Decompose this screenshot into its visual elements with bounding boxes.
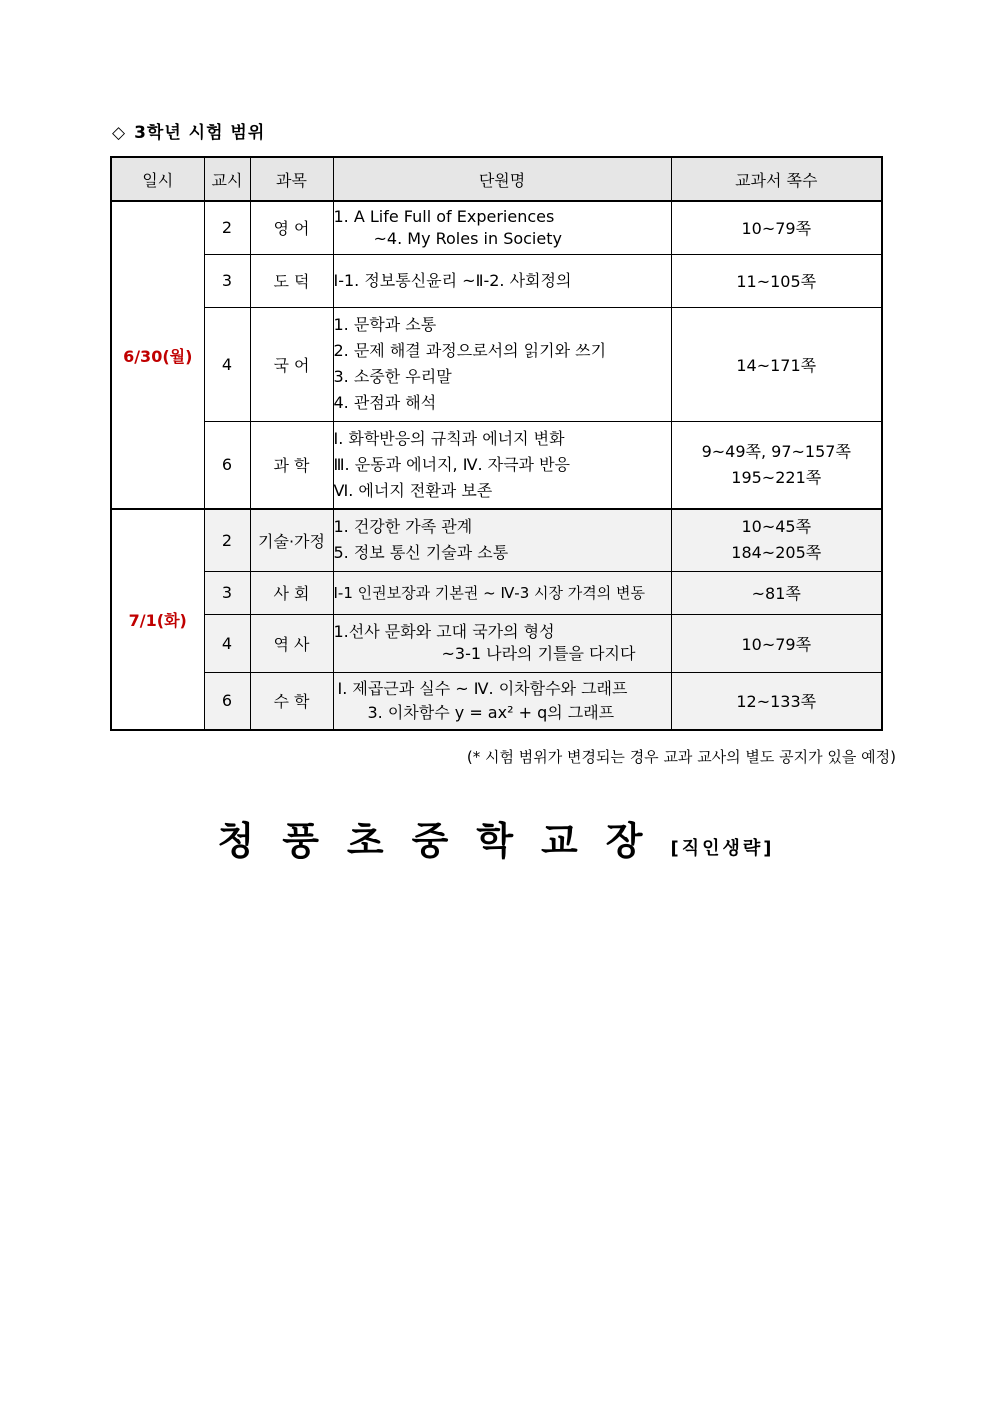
table-row (111, 672, 882, 730)
unit-line: ~4. My Roles in Society (373, 228, 562, 248)
subject-cell: 역 사 (250, 614, 333, 672)
period-cell: 3 (204, 571, 250, 614)
table-row (111, 201, 882, 254)
header-date: 일시 (111, 157, 204, 201)
diamond-outline-icon: ◇ (112, 123, 127, 143)
header-pages: 교과서 쪽수 (671, 157, 882, 201)
unit-line: 2. 문제 해결 과정으로서의 읽기와 쓰기 (333, 341, 607, 360)
unit-line: Ⅰ. 화학반응의 규칙과 에너지 변화 (333, 428, 565, 448)
unit-line: Ⅰ. 제곱근과 실수 ~ Ⅳ. 이차함수와 그래프 (337, 678, 628, 698)
unit-line: Ⅲ. 운동과 에너지, Ⅳ. 자극과 반응 (333, 454, 571, 474)
table-row (111, 571, 882, 614)
pages-cell: 11~105쪽 (671, 254, 882, 307)
date-cell: 6/30(월) (111, 201, 204, 509)
period-cell: 6 (204, 672, 250, 730)
unit-line: 3. 이차함수 y = ax² + q의 그래프 (367, 702, 615, 722)
period-cell: 3 (204, 254, 250, 307)
pages-cell (671, 509, 882, 571)
subject-cell: 사 회 (250, 571, 333, 614)
pages-cell (671, 421, 882, 509)
pages-line: 10~45쪽 (741, 517, 812, 537)
principal-signature (0, 810, 992, 865)
period-cell: 4 (204, 307, 250, 421)
units-cell (333, 614, 671, 672)
unit-line: 1. A Life Full of Experiences (333, 206, 555, 226)
exam-range-table (110, 156, 883, 731)
pages-line: 184~205쪽 (731, 543, 822, 563)
period-cell: 2 (204, 201, 250, 254)
pages-cell: ~81쪽 (671, 571, 882, 614)
table-row (111, 614, 882, 672)
unit-line: Ⅵ. 에너지 전환과 보존 (333, 480, 493, 500)
section-heading (112, 118, 265, 143)
subject-cell: 수 학 (250, 672, 333, 730)
unit-line: 3. 소중한 우리말 (333, 367, 452, 386)
unit-line: ~3-1 나라의 기틀을 다지다 (441, 644, 636, 663)
principal-name: 청풍초중학교장 (217, 819, 671, 863)
units-cell (333, 672, 671, 730)
subject-cell: 도 덕 (250, 254, 333, 307)
pages-line: 9~49쪽, 97~157쪽 (701, 441, 851, 461)
table-row (111, 421, 882, 509)
date-cell: 7/1(화) (111, 509, 204, 730)
pages-cell: 14~171쪽 (671, 307, 882, 421)
units-cell (333, 509, 671, 571)
units-cell (333, 421, 671, 509)
pages-cell: 10~79쪽 (671, 614, 882, 672)
section-heading-text: 3학년 시험 범위 (134, 123, 266, 143)
unit-line: 1.선사 문화와 고대 국가의 형성 (333, 622, 555, 641)
units-cell (333, 201, 671, 254)
period-cell: 6 (204, 421, 250, 509)
unit-line: 1. 문학과 소통 (333, 315, 437, 334)
header-units: 단원명 (333, 157, 671, 201)
subject-cell: 영 어 (250, 201, 333, 254)
subject-cell: 국 어 (250, 307, 333, 421)
header-period: 교시 (204, 157, 250, 201)
unit-line: Ⅰ-1. 정보통신윤리 ~Ⅱ-2. 사회정의 (333, 270, 572, 290)
units-cell (333, 307, 671, 421)
table-row (111, 254, 882, 307)
change-notice: (* 시험 범위가 변경되는 경우 교과 교사의 별도 공지가 있을 예정) (466, 748, 896, 766)
unit-line: Ⅰ-1 인권보장과 기본권 ~ Ⅳ-3 시장 가격의 변동 (333, 583, 645, 602)
header-subject: 과목 (250, 157, 333, 201)
pages-cell: 10~79쪽 (671, 201, 882, 254)
table-row (111, 307, 882, 421)
period-cell: 4 (204, 614, 250, 672)
subject-cell: 기술·가정 (250, 509, 333, 571)
subject-cell: 과 학 (250, 421, 333, 509)
period-cell: 2 (204, 509, 250, 571)
table-row (111, 509, 882, 571)
pages-cell: 12~133쪽 (671, 672, 882, 730)
units-cell (333, 571, 671, 614)
table-header-row (111, 157, 882, 201)
pages-line: 195~221쪽 (731, 467, 822, 487)
unit-line: 5. 정보 통신 기술과 소통 (333, 543, 509, 563)
unit-line: 1. 건강한 가족 관계 (333, 517, 473, 537)
seal-omitted-label: [직인생략] (670, 838, 775, 859)
unit-line: 4. 관점과 해석 (333, 393, 437, 412)
units-cell (333, 254, 671, 307)
